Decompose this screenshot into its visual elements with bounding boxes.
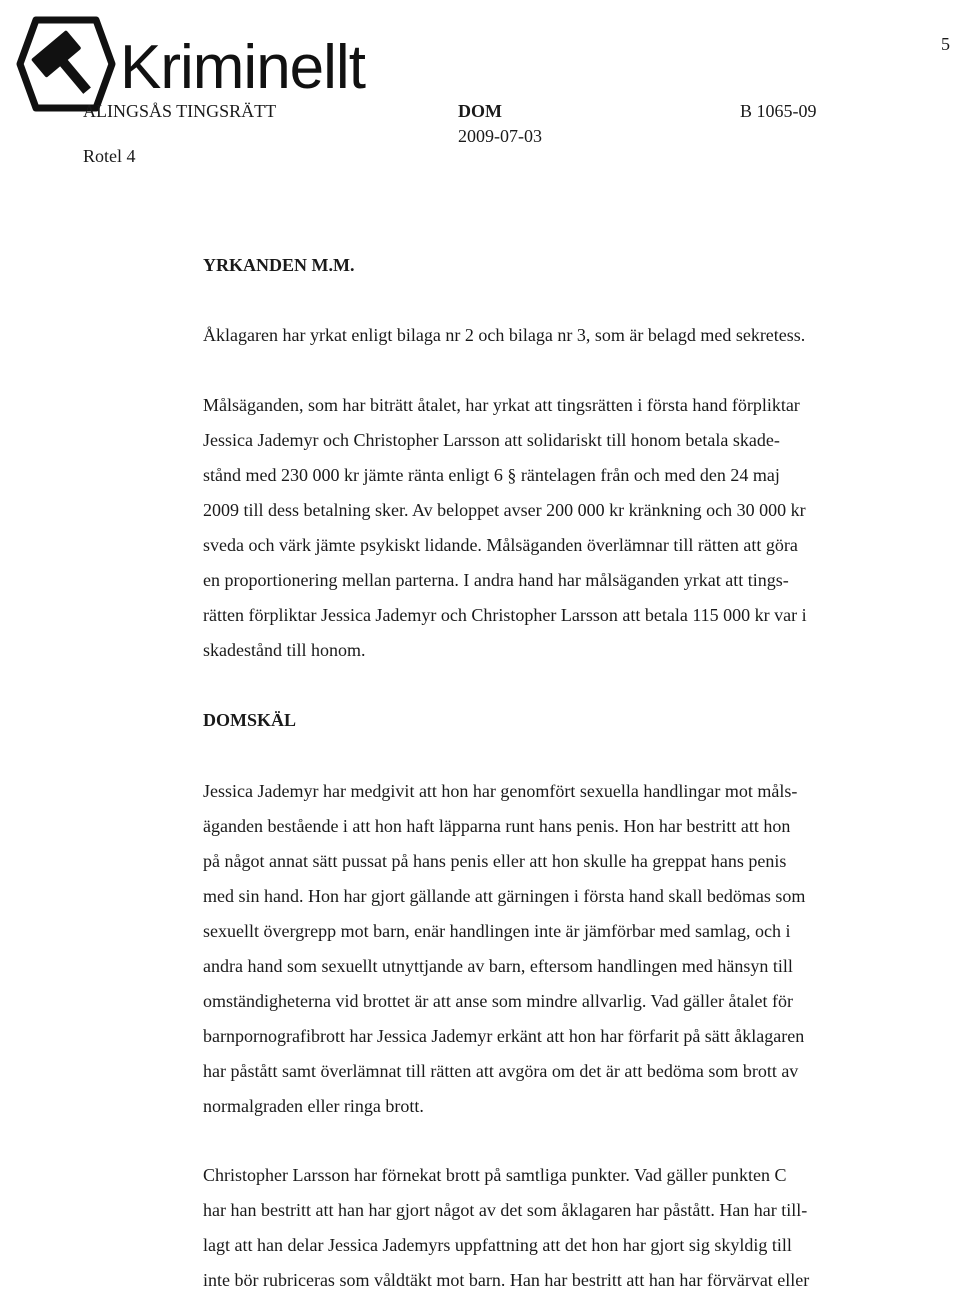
text-line: andra hand som sexuellt utnyttjande av barn, eftersom handlingen med hänsyn till <box>203 956 793 976</box>
claims-paragraph-1: Åklagaren har yrkat enligt bilaga nr 2 och bilaga nr 3, som är belagd med sekretess. <box>203 325 806 345</box>
text-line: barnpornografibrott har Jessica Jademyr erkänt att hon har förfarit på sätt åklagaren <box>203 1026 805 1046</box>
reasons-heading: DOMSKÄL <box>203 710 297 730</box>
court-division: Rotel 4 <box>83 146 136 166</box>
svg-text:Kriminellt: Kriminellt <box>120 33 365 102</box>
text-line: Jessica Jademyr har medgivit att hon har genomfört sexuella handlingar mot måls- <box>203 781 798 801</box>
document-body <box>203 248 903 1298</box>
text-line: lagt att han delar Jessica Jademyrs uppfattning att det hon har gjort sig skyldig till <box>203 1235 792 1255</box>
text-line: har han bestritt att han har gjort något av det som åklagaren har påstått. Han har till- <box>203 1200 808 1220</box>
text-line: sveda och värk jämte psykiskt lidande. Målsäganden överlämnar till rätten att göra <box>203 535 798 555</box>
court-name: ALINGSÅS TINGSRÄTT <box>83 101 277 121</box>
text-line: äganden bestående i att hon haft läpparna runt hans penis. Hon har bestritt att hon <box>203 816 791 836</box>
text-line: Målsäganden, som har biträtt åtalet, har yrkat att tingsrätten i första hand förpliktar <box>203 395 800 415</box>
text-line: med sin hand. Hon har gjort gällande att gärningen i första hand skall bedömas som <box>203 886 806 906</box>
text-line: skadestånd till honom. <box>203 640 366 660</box>
claims-heading: YRKANDEN M.M. <box>203 255 355 275</box>
claims-paragraph-2 <box>203 388 903 668</box>
reasons-paragraph-2 <box>203 1158 903 1298</box>
document-date: 2009-07-03 <box>458 126 542 146</box>
reasons-paragraph-1 <box>203 774 903 1124</box>
text-line: normalgraden eller ringa brott. <box>203 1096 424 1116</box>
gavel-hexagon-icon <box>20 20 112 108</box>
text-line: rätten förpliktar Jessica Jademyr och Christopher Larsson att betala 115 000 kr var i <box>203 605 807 625</box>
case-number: B 1065-09 <box>740 101 817 121</box>
text-line: Jessica Jademyr och Christopher Larsson att solidariskt till honom betala skade- <box>203 430 780 450</box>
text-line: sexuellt övergrepp mot barn, enär handlingen inte är jämförbar med samlag, och i <box>203 921 791 941</box>
text-line: har påstått samt överlämnat till rätten att avgöra om det är att bedöma som brott av <box>203 1061 799 1081</box>
document-type: DOM <box>458 101 502 121</box>
text-line: på något annat sätt pussat på hans penis eller att hon skulle ha greppat hans penis <box>203 851 787 871</box>
text-line: stånd med 230 000 kr jämte ränta enligt 6 § räntelagen från och med den 24 maj <box>203 465 780 485</box>
text-line: inte bör rubriceras som våldtäkt mot barn. Han har bestritt att han har förvärvat eller <box>203 1270 810 1290</box>
page-number: 5 <box>941 34 950 54</box>
text-line: Christopher Larsson har förnekat brott på samtliga punkter. Vad gäller punkten C <box>203 1165 787 1185</box>
text-line: en proportionering mellan parterna. I andra hand har målsäganden yrkat att tings- <box>203 570 789 590</box>
text-line: 2009 till dess betalning sker. Av beloppet avser 200 000 kr kränkning och 30 000 kr <box>203 500 806 520</box>
text-line: omständigheterna vid brottet är att anse som mindre allvarlig. Vad gäller åtalet för <box>203 991 793 1011</box>
